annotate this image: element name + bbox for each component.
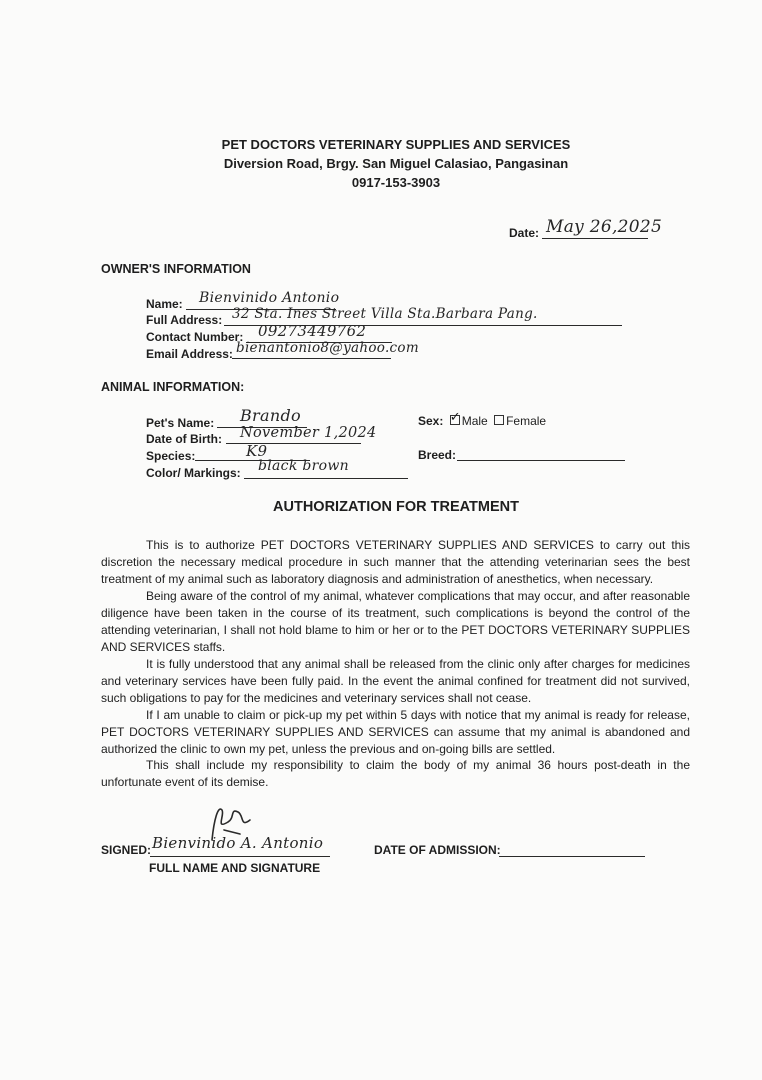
date-line: [542, 238, 648, 239]
signed-label: SIGNED:: [101, 843, 152, 857]
company-phone: 0917-153-3903: [351, 175, 441, 190]
authorization-paragraph-5: This shall include my responsibility to claim the body of my animal 36 hours post-death in the unfortunate event of its demise.: [101, 758, 690, 789]
owner-address-label: Full Address:: [146, 313, 223, 327]
owner-email-line: [232, 358, 391, 359]
signature-line: [150, 856, 330, 857]
color-value: black brown: [258, 458, 349, 474]
admission-line[interactable]: [499, 856, 645, 857]
authorization-title: AUTHORIZATION FOR TREATMENT: [273, 499, 519, 515]
signature-caption: FULL NAME AND SIGNATURE: [149, 861, 321, 875]
authorization-paragraph-2: Being aware of the control of my animal, whatever complications that may occur, and after reasonable diligence have been taken in the course of its treatment, such complications is beyond the control of the attending veterinarian, I shall not hold blame to him or her or to the PET DOCTORS VETERINARY SUPPLIES AND SERVICES staffs.: [101, 589, 690, 654]
authorization-paragraph-3: It is fully understood that any animal shall be released from the clinic only after charges for medicines and veterinary services have been fully paid. In the event the animal confined for treatment did not survived, such obligations to pay for the medicines and veterinary services shall not cease.: [101, 657, 690, 705]
color-line: [244, 478, 408, 479]
sex-female-checkbox[interactable]: [494, 415, 504, 425]
signed-value: Bienvinido A. Antonio: [152, 834, 324, 852]
sex-male-checkbox[interactable]: [450, 415, 460, 425]
sex-female-label: Female: [506, 414, 547, 428]
admission-label: DATE OF ADMISSION:: [374, 843, 501, 857]
species-value: K9: [246, 442, 268, 460]
owner-address-value: 32 Sta. Ines Street Villa Sta.Barbara Pang.: [232, 306, 538, 322]
animal-heading: ANIMAL INFORMATION:: [101, 380, 245, 394]
owner-contact-value: 09273449762: [258, 322, 367, 340]
sex-label: Sex:: [418, 414, 444, 428]
authorization-paragraph-4: If I am unable to claim or pick-up my pet within 5 days with notice that my animal is ready for release, PET DOCTORS VETERINARY SUPPLIES AND SERVICES can assume that my animal is abandoned and authorized the clinic to own my pet, unless the previous and on-going bills are settled.: [101, 708, 690, 756]
color-label: Color/ Markings:: [146, 466, 241, 480]
breed-label: Breed:: [418, 448, 457, 462]
owner-contact-label: Contact Number:: [146, 330, 244, 344]
owner-email-value: bienantonio8@yahoo.com: [236, 340, 419, 356]
sex-male-label: Male: [461, 414, 488, 428]
dob-value: November 1,2024: [240, 425, 377, 441]
species-label: Species:: [146, 449, 196, 463]
owner-name-label: Name:: [146, 297, 183, 311]
date-value: May 26,2025: [546, 217, 663, 237]
owner-email-label: Email Address:: [146, 347, 233, 361]
sex-field: [418, 414, 546, 428]
dob-label: Date of Birth:: [146, 432, 222, 446]
pet-name-label: Pet's Name:: [146, 416, 215, 430]
company-address: Diversion Road, Brgy. San Miguel Calasiao, Pangasinan: [223, 156, 569, 171]
pet-name-value: Brando: [240, 406, 301, 425]
owner-heading: OWNER'S INFORMATION: [101, 262, 251, 276]
date-label: Date:: [509, 226, 540, 240]
breed-line[interactable]: [457, 460, 625, 461]
authorization-paragraph-1: This is to authorize PET DOCTORS VETERINARY SUPPLIES AND SERVICES to carry out this discretion the necessary medical procedure in such manner that the attending veterinarian sees the best treatment of my animal such as laboratory diagnosis and administration of anesthetics, when necessary.: [101, 538, 690, 586]
company-name: PET DOCTORS VETERINARY SUPPLIES AND SERVICES: [221, 137, 571, 152]
owner-name-value: Bienvinido Antonio: [199, 290, 340, 306]
